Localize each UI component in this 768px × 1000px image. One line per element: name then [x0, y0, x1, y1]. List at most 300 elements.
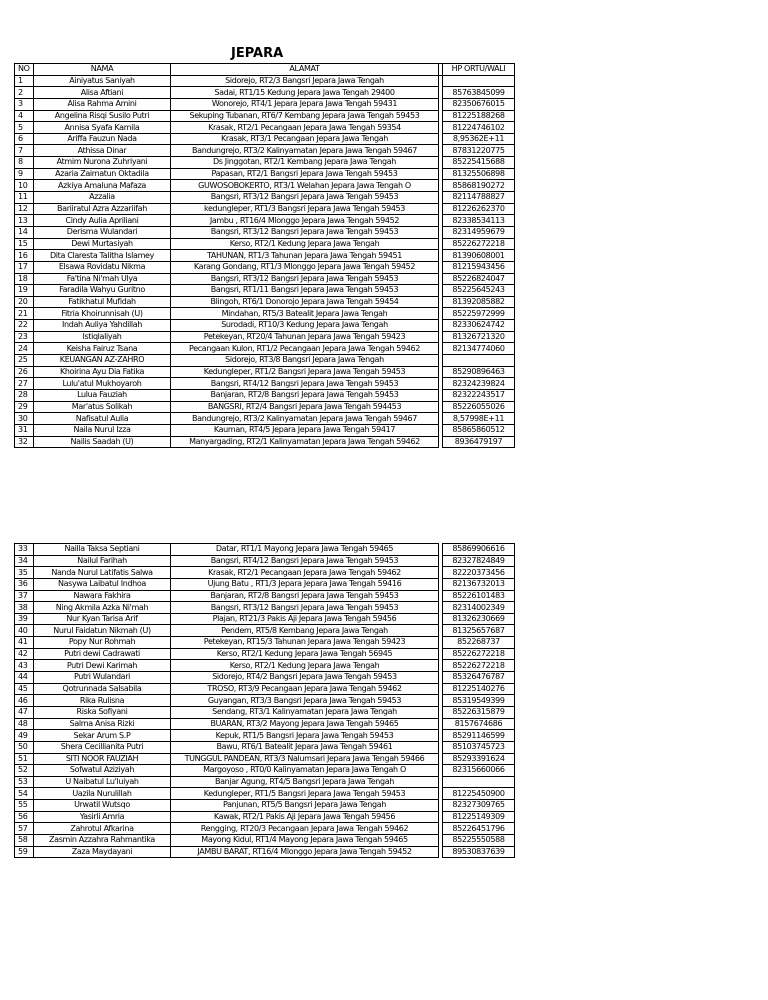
row-number: 11 — [15, 192, 34, 204]
table-row — [15, 98, 515, 110]
parent-phone: 85103745723 — [443, 741, 515, 753]
table-row — [15, 788, 515, 800]
student-name: Naila Nurul Izza — [34, 424, 171, 436]
row-number: 41 — [15, 637, 34, 649]
table-row — [15, 846, 515, 858]
parent-phone: 85226272218 — [443, 238, 515, 250]
parent-phone: 85226101483 — [443, 590, 515, 602]
student-name: Atmim Nurona Zuhriyani — [34, 157, 171, 169]
table-row — [15, 436, 515, 448]
row-number: 29 — [15, 401, 34, 413]
row-number: 45 — [15, 683, 34, 695]
parent-phone: 81392085882 — [443, 296, 515, 308]
student-address: Krasak, RT2/1 Pecangaan Jepara Jawa Tengah 59354 — [171, 122, 439, 134]
table-row — [15, 823, 515, 835]
student-address: Plajan, RT21/3 Pakis Aji Jepara Jawa Tengah 59456 — [171, 613, 439, 625]
student-name: Azzalia — [34, 192, 171, 204]
table-row — [15, 625, 515, 637]
student-name: Nailis Saadah (U) — [34, 436, 171, 448]
student-name: Putri Dewi Karimah — [34, 660, 171, 672]
parent-phone: 85226272218 — [443, 648, 515, 660]
student-name: Cindy Aulia Apriliani — [34, 215, 171, 227]
student-address: Sidorejo, RT4/2 Bangsri Jepara Jawa Tengah 59453 — [171, 672, 439, 684]
row-number: 27 — [15, 378, 34, 390]
row-number: 14 — [15, 226, 34, 238]
student-table-1 — [14, 63, 515, 448]
student-name: Nailla Taksa Septiani — [34, 544, 171, 556]
row-number: 40 — [15, 625, 34, 637]
table-row — [15, 203, 515, 215]
table-row — [15, 366, 515, 378]
row-number: 17 — [15, 261, 34, 273]
parent-phone: 85225415688 — [443, 157, 515, 169]
table-row — [15, 602, 515, 614]
parent-phone: 85225550588 — [443, 835, 515, 847]
row-number: 7 — [15, 145, 34, 157]
row-number: 30 — [15, 413, 34, 425]
student-address: Pendem, RT5/8 Kembang Jepara Jawa Tengah — [171, 625, 439, 637]
table-row — [15, 413, 515, 425]
table-row — [15, 776, 515, 788]
row-number: 1 — [15, 75, 34, 87]
parent-phone — [443, 776, 515, 788]
table-row — [15, 285, 515, 297]
student-name: Nawara Fakhira — [34, 590, 171, 602]
row-number: 21 — [15, 308, 34, 320]
table-row — [15, 87, 515, 99]
student-name: Sekar Arum S.P — [34, 730, 171, 742]
table-row — [15, 424, 515, 436]
table-row — [15, 145, 515, 157]
table-row — [15, 741, 515, 753]
student-address: Wonorejo, RT4/1 Jepara Jepara Jawa Tengah 59431 — [171, 98, 439, 110]
student-name: Urwatil Wutsqo — [34, 800, 171, 812]
table-row — [15, 226, 515, 238]
student-address: Banjaran, RT2/8 Bangsri Jepara Jawa Tengah 59453 — [171, 590, 439, 602]
parent-phone: 82338534113 — [443, 215, 515, 227]
student-address: Sekuping Tubanan, RT6/7 Kembang Jepara Jawa Tengah 59453 — [171, 110, 439, 122]
student-name: Riska Sofiyani — [34, 706, 171, 718]
row-number: 44 — [15, 672, 34, 684]
student-address: JAMBU BARAT, RT16/4 Mlonggo Jepara Jawa Tengah 59452 — [171, 846, 439, 858]
table-row — [15, 296, 515, 308]
table-row — [15, 695, 515, 707]
student-address: Pecangaan Kulon, RT1/2 Pecangaan Jepara Jawa Tengah 59462 — [171, 343, 439, 355]
student-name: Zahrotul Afkarina — [34, 823, 171, 835]
student-address: Kawak, RT2/1 Pakis Aji Jepara Jawa Tengah 59456 — [171, 811, 439, 823]
parent-phone: 8157674686 — [443, 718, 515, 730]
student-address: Sadai, RT1/15 Kedung Jepara Jawa Tengah 29400 — [171, 87, 439, 99]
row-number: 22 — [15, 320, 34, 332]
table-row — [15, 157, 515, 169]
row-number: 42 — [15, 648, 34, 660]
row-number: 10 — [15, 180, 34, 192]
student-address: Petekeyan, RT15/3 Tahunan Jepara Jawa Tengah 59423 — [171, 637, 439, 649]
student-name: Nasywa Laibatul Indhoa — [34, 578, 171, 590]
row-number: 23 — [15, 331, 34, 343]
parent-phone: 82314959679 — [443, 226, 515, 238]
parent-phone: 85319549399 — [443, 695, 515, 707]
student-address: Datar, RT1/1 Mayong Jepara Jawa Tengah 59465 — [171, 544, 439, 556]
parent-phone: 82114788827 — [443, 192, 515, 204]
table-row — [15, 343, 515, 355]
table-row — [15, 683, 515, 695]
header-nama: NAMA — [34, 64, 171, 76]
row-number: 9 — [15, 168, 34, 180]
student-address: Bangsri, RT3/12 Bangsri Jepara Jawa Tengah 59453 — [171, 226, 439, 238]
parent-phone: 81225149309 — [443, 811, 515, 823]
row-number: 15 — [15, 238, 34, 250]
student-table-2 — [14, 543, 515, 858]
student-name: Ariffa Fauzun Nada — [34, 133, 171, 145]
student-name: Fitria Khoirunnisah (U) — [34, 308, 171, 320]
row-number: 33 — [15, 544, 34, 556]
student-address: Sidorejo, RT3/8 Bangsri Jepara Jawa Tengah — [171, 355, 439, 367]
row-number: 18 — [15, 273, 34, 285]
table-row — [15, 75, 515, 87]
table-row — [15, 718, 515, 730]
row-number: 56 — [15, 811, 34, 823]
parent-phone: 81326230669 — [443, 613, 515, 625]
student-name: Annisa Syafa Kamila — [34, 122, 171, 134]
student-name: Nurul Faidatun Nikmah (U) — [34, 625, 171, 637]
student-name: Popy Nur Rohmah — [34, 637, 171, 649]
student-address: Kerso, RT2/1 Kedung Jepara Jawa Tengah 56945 — [171, 648, 439, 660]
student-name: Rika Rulisna — [34, 695, 171, 707]
row-number: 58 — [15, 835, 34, 847]
student-address: Surodadi, RT10/3 Kedung Jepara Jawa Tengah — [171, 320, 439, 332]
student-address: Blingoh, RT6/1 Donorojo Jepara Jawa Tengah 59454 — [171, 296, 439, 308]
student-address: BANGSRI, RT2/4 Bangsri Jepara Jawa Tengah 594453 — [171, 401, 439, 413]
student-address: Margoyoso , RT0/0 Kalinyamatan Jepara Jawa Tengah O — [171, 765, 439, 777]
student-name: Mar'atus Solikah — [34, 401, 171, 413]
student-name: Keisha Fairuz Tsana — [34, 343, 171, 355]
table-row — [15, 273, 515, 285]
header-hp: HP ORTU/WALI — [443, 64, 515, 76]
student-name: Fa'tina Ni'mah Ulya — [34, 273, 171, 285]
row-number: 16 — [15, 250, 34, 262]
table-row — [15, 133, 515, 145]
student-name: Nafisatul Aulia — [34, 413, 171, 425]
student-address: Kedungleper, RT1/5 Bangsri Jepara Jawa Tengah 59453 — [171, 788, 439, 800]
table-row — [15, 192, 515, 204]
student-name: Faradila Wahyu Guritno — [34, 285, 171, 297]
student-address: Kerso, RT2/1 Kedung Jepara Jawa Tengah — [171, 238, 439, 250]
parent-phone: 85225645243 — [443, 285, 515, 297]
row-number: 51 — [15, 753, 34, 765]
row-number: 24 — [15, 343, 34, 355]
table-row — [15, 389, 515, 401]
student-address: Ds Jinggotan, RT2/1 Kembang Jepara Jawa Tengah — [171, 157, 439, 169]
parent-phone: 81325657687 — [443, 625, 515, 637]
row-number: 50 — [15, 741, 34, 753]
table-row — [15, 401, 515, 413]
table-row — [15, 110, 515, 122]
student-address: Kedungleper, RT1/2 Bangsri Jepara Jawa Tengah 59453 — [171, 366, 439, 378]
student-name: Ainiyatus Saniyah — [34, 75, 171, 87]
parent-phone: 82220373456 — [443, 567, 515, 579]
table-row — [15, 555, 515, 567]
row-number: 25 — [15, 355, 34, 367]
parent-phone: 85226055026 — [443, 401, 515, 413]
student-name: Elsawa Rovidatu Nikma — [34, 261, 171, 273]
student-address: Bangsri, RT3/12 Bangsri Jepara Jawa Tengah 59453 — [171, 192, 439, 204]
row-number: 26 — [15, 366, 34, 378]
row-number: 54 — [15, 788, 34, 800]
student-address: Banjar Agung, RT4/5 Bangsri Jepara Jawa Tengah — [171, 776, 439, 788]
table-row — [15, 180, 515, 192]
student-name: Derisma Wulandari — [34, 226, 171, 238]
student-name: Nailul Farihah — [34, 555, 171, 567]
parent-phone: 85868190272 — [443, 180, 515, 192]
student-name: Uazila Nurulillah — [34, 788, 171, 800]
student-name: Khoirina Ayu Dia Fatika — [34, 366, 171, 378]
student-name: Istiqlaliyah — [34, 331, 171, 343]
table-row — [15, 168, 515, 180]
parent-phone: 81215943456 — [443, 261, 515, 273]
student-name: Angelina Risqi Susilo Putri — [34, 110, 171, 122]
row-number: 38 — [15, 602, 34, 614]
header-no: NO — [15, 64, 34, 76]
student-address: GUWOSOBOKERTO, RT3/1 Welahan Jepara Jawa Tengah O — [171, 180, 439, 192]
parent-phone: 85869906616 — [443, 544, 515, 556]
table-row — [15, 578, 515, 590]
parent-phone: 81225188268 — [443, 110, 515, 122]
row-number: 39 — [15, 613, 34, 625]
student-name: Lulua Fauziah — [34, 389, 171, 401]
student-address: Papasan, RT2/1 Bangsri Jepara Jawa Tengah 59453 — [171, 168, 439, 180]
row-number: 47 — [15, 706, 34, 718]
table-row — [15, 250, 515, 262]
student-address: Krasak, RT2/1 Pecangaan Jepara Jawa Tengah 59462 — [171, 567, 439, 579]
student-address: Mayong Kidul, RT1/4 Mayong Jepara Jawa Tengah 59465 — [171, 835, 439, 847]
parent-phone: 81326721320 — [443, 331, 515, 343]
student-address: Rengging, RT20/3 Pecangaan Jepara Jawa Tengah 59462 — [171, 823, 439, 835]
student-name: Sofwatul Aziziyah — [34, 765, 171, 777]
parent-phone: 81226262370 — [443, 203, 515, 215]
table-row — [15, 215, 515, 227]
table-row — [15, 660, 515, 672]
table-row — [15, 648, 515, 660]
student-name: Qotrunnada Salsabila — [34, 683, 171, 695]
table-row — [15, 261, 515, 273]
student-address: Karang Gondang, RT1/3 Mlonggo Jepara Jawa Tengah 59452 — [171, 261, 439, 273]
parent-phone: 85763845099 — [443, 87, 515, 99]
parent-phone: 85226824047 — [443, 273, 515, 285]
parent-phone: 82350676015 — [443, 98, 515, 110]
student-address: Jambu , RT16/4 Mlonggo Jepara Jawa Tengah 59452 — [171, 215, 439, 227]
student-name: Zasmin Azzahra Rahmantika — [34, 835, 171, 847]
parent-phone: 81225140276 — [443, 683, 515, 695]
row-number: 28 — [15, 389, 34, 401]
student-name: KEUANGAN AZ-ZAHRO — [34, 355, 171, 367]
parent-phone: 82322243517 — [443, 389, 515, 401]
student-name: Yasirli Amria — [34, 811, 171, 823]
student-address: TROSO, RT3/9 Pecangaan Jepara Jawa Tengah 59462 — [171, 683, 439, 695]
parent-phone — [443, 75, 515, 87]
header-alamat: ALAMAT — [171, 64, 439, 76]
table-row — [15, 753, 515, 765]
student-name: Salma Anisa Rizki — [34, 718, 171, 730]
student-address: Kepuk, RT1/5 Bangsri Jepara Jawa Tengah 59453 — [171, 730, 439, 742]
row-number: 48 — [15, 718, 34, 730]
parent-phone: 81325506898 — [443, 168, 515, 180]
student-address: Banjaran, RT2/8 Bangsri Jepara Jawa Tengah 59453 — [171, 389, 439, 401]
parent-phone: 82136732013 — [443, 578, 515, 590]
row-number: 49 — [15, 730, 34, 742]
student-address: Mindahan, RT5/3 Batealit Jepara Jawa Tengah — [171, 308, 439, 320]
row-number: 31 — [15, 424, 34, 436]
row-number: 37 — [15, 590, 34, 602]
table-row — [15, 308, 515, 320]
table-row — [15, 672, 515, 684]
parent-phone: 82134774060 — [443, 343, 515, 355]
student-name: Alisa Rahma Amini — [34, 98, 171, 110]
parent-phone: 81225450900 — [443, 788, 515, 800]
parent-phone: 85293391624 — [443, 753, 515, 765]
student-address: Manyargading, RT2/1 Kalinyamatan Jepara Jawa Tengah 59462 — [171, 436, 439, 448]
parent-phone: 85291146599 — [443, 730, 515, 742]
row-number: 59 — [15, 846, 34, 858]
student-name: Nanda Nurul Latifatis Salwa — [34, 567, 171, 579]
table-row — [15, 613, 515, 625]
row-number: 4 — [15, 110, 34, 122]
parent-phone: 82327824849 — [443, 555, 515, 567]
row-number: 8 — [15, 157, 34, 169]
row-number: 12 — [15, 203, 34, 215]
student-address: Panjunan, RT5/5 Bangsri Jepara Jawa Tengah — [171, 800, 439, 812]
student-address: Bangsri, RT4/12 Bangsri Jepara Jawa Tengah 59453 — [171, 555, 439, 567]
table-row — [15, 320, 515, 332]
row-number: 57 — [15, 823, 34, 835]
row-number: 32 — [15, 436, 34, 448]
parent-phone: 85226272218 — [443, 660, 515, 672]
row-number: 19 — [15, 285, 34, 297]
student-address: TAHUNAN, RT1/3 Tahunan Jepara Jawa Tengah 59451 — [171, 250, 439, 262]
table-row — [15, 706, 515, 718]
table-row — [15, 567, 515, 579]
header-row — [15, 64, 515, 76]
table-row — [15, 730, 515, 742]
student-name: Azkiya Amaluna Mafaza — [34, 180, 171, 192]
student-address: Bawu, RT6/1 Batealit Jepara Jawa Tengah 59461 — [171, 741, 439, 753]
row-number: 36 — [15, 578, 34, 590]
row-number: 53 — [15, 776, 34, 788]
parent-phone: 89530837639 — [443, 846, 515, 858]
student-name: Zaza Maydayani — [34, 846, 171, 858]
student-address: Kerso, RT2/1 Kedung Jepara Jawa Tengah — [171, 660, 439, 672]
table-row — [15, 378, 515, 390]
table-row — [15, 590, 515, 602]
student-address: Guyangan, RT3/3 Bangsri Jepara Jawa Tengah 59453 — [171, 695, 439, 707]
student-name: Dita Claresta Talitha Islamey — [34, 250, 171, 262]
student-address: Sendang, RT3/1 Kalinyamatan Jepara Jawa Tengah — [171, 706, 439, 718]
student-address: Sidorejo, RT2/3 Bangsri Jepara Jawa Tengah — [171, 75, 439, 87]
row-number: 55 — [15, 800, 34, 812]
parent-phone: 82330624742 — [443, 320, 515, 332]
row-number: 13 — [15, 215, 34, 227]
row-number: 3 — [15, 98, 34, 110]
student-name: Athissa Dinar — [34, 145, 171, 157]
table-row — [15, 544, 515, 556]
student-address: Bandungrejo, RT3/2 Kalinyamatan Jepara Jawa Tengah 59467 — [171, 413, 439, 425]
student-name: Alisa Aftiani — [34, 87, 171, 99]
table-row — [15, 238, 515, 250]
table-row — [15, 800, 515, 812]
parent-phone: 8,95362E+11 — [443, 133, 515, 145]
row-number: 35 — [15, 567, 34, 579]
parent-phone: 85226451796 — [443, 823, 515, 835]
table-row — [15, 811, 515, 823]
parent-phone: 82315660066 — [443, 765, 515, 777]
parent-phone: 85865860512 — [443, 424, 515, 436]
parent-phone: 82314002349 — [443, 602, 515, 614]
student-address: Bandungrejo, RT3/2 Kalinyamatan Jepara Jawa Tengah 59467 — [171, 145, 439, 157]
table-row — [15, 355, 515, 367]
parent-phone: 8,57998E+11 — [443, 413, 515, 425]
student-address: kedungleper, RT1/3 Bangsri Jepara Jawa Tengah 59453 — [171, 203, 439, 215]
parent-phone: 852268737 — [443, 637, 515, 649]
parent-phone: 81390608001 — [443, 250, 515, 262]
document-title: JEPARA — [231, 46, 284, 61]
table-row — [15, 637, 515, 649]
student-address: Petekeyan, RT20/4 Tahunan Jepara Jawa Tengah 59423 — [171, 331, 439, 343]
student-address: Bangsri, RT3/12 Bangsri Jepara Jawa Tengah 59453 — [171, 602, 439, 614]
parent-phone: 85226315879 — [443, 706, 515, 718]
student-name: Indah Auliya Yahdillah — [34, 320, 171, 332]
parent-phone: 85326476787 — [443, 672, 515, 684]
parent-phone: 8936479197 — [443, 436, 515, 448]
student-address: TUNGGUL PANDEAN, RT3/3 Nalumsari Jepara Jawa Tengah 59466 — [171, 753, 439, 765]
student-name: Dewi Murtasiyah — [34, 238, 171, 250]
parent-phone: 85290896463 — [443, 366, 515, 378]
student-name: Putri Wulandari — [34, 672, 171, 684]
row-number: 2 — [15, 87, 34, 99]
parent-phone: 85225972999 — [443, 308, 515, 320]
row-number: 6 — [15, 133, 34, 145]
parent-phone — [443, 355, 515, 367]
student-address: Kauman, RT4/5 Jepara Jepara Jawa Tengah 59417 — [171, 424, 439, 436]
student-name: SITI NOOR FAUZIAH — [34, 753, 171, 765]
table-row — [15, 122, 515, 134]
student-name: Fatikhatul Mufidah — [34, 296, 171, 308]
student-address: Bangsri, RT3/12 Bangsri Jepara Jawa Tengah 59453 — [171, 273, 439, 285]
student-name: Shera Cecillianita Putri — [34, 741, 171, 753]
student-address: Krasak, RT3/1 Pecangaan Jepara Jawa Tengah — [171, 133, 439, 145]
row-number: 46 — [15, 695, 34, 707]
parent-phone: 82327309765 — [443, 800, 515, 812]
student-name: Azaria Zaimatun Oktadila — [34, 168, 171, 180]
table-row — [15, 765, 515, 777]
row-number: 43 — [15, 660, 34, 672]
row-number: 34 — [15, 555, 34, 567]
table-row — [15, 331, 515, 343]
student-address: Bangsri, RT4/12 Bangsri Jepara Jawa Tengah 59453 — [171, 378, 439, 390]
student-name: Lulu'atul Mukhoyaroh — [34, 378, 171, 390]
student-name: U Naibatul Lu'luiyah — [34, 776, 171, 788]
student-address: Ujung Batu , RT1/3 Jepara Jepara Jawa Tengah 59416 — [171, 578, 439, 590]
parent-phone: 81224746102 — [443, 122, 515, 134]
row-number: 20 — [15, 296, 34, 308]
student-name: Putri dewi Cadrawati — [34, 648, 171, 660]
student-name: Bariiratul Azra Azzariifah — [34, 203, 171, 215]
row-number: 52 — [15, 765, 34, 777]
row-number: 5 — [15, 122, 34, 134]
parent-phone: 87831220775 — [443, 145, 515, 157]
parent-phone: 82324239824 — [443, 378, 515, 390]
table-row — [15, 835, 515, 847]
student-address: Bangsri, RT1/11 Bangsri Jepara Jawa Tengah 59453 — [171, 285, 439, 297]
